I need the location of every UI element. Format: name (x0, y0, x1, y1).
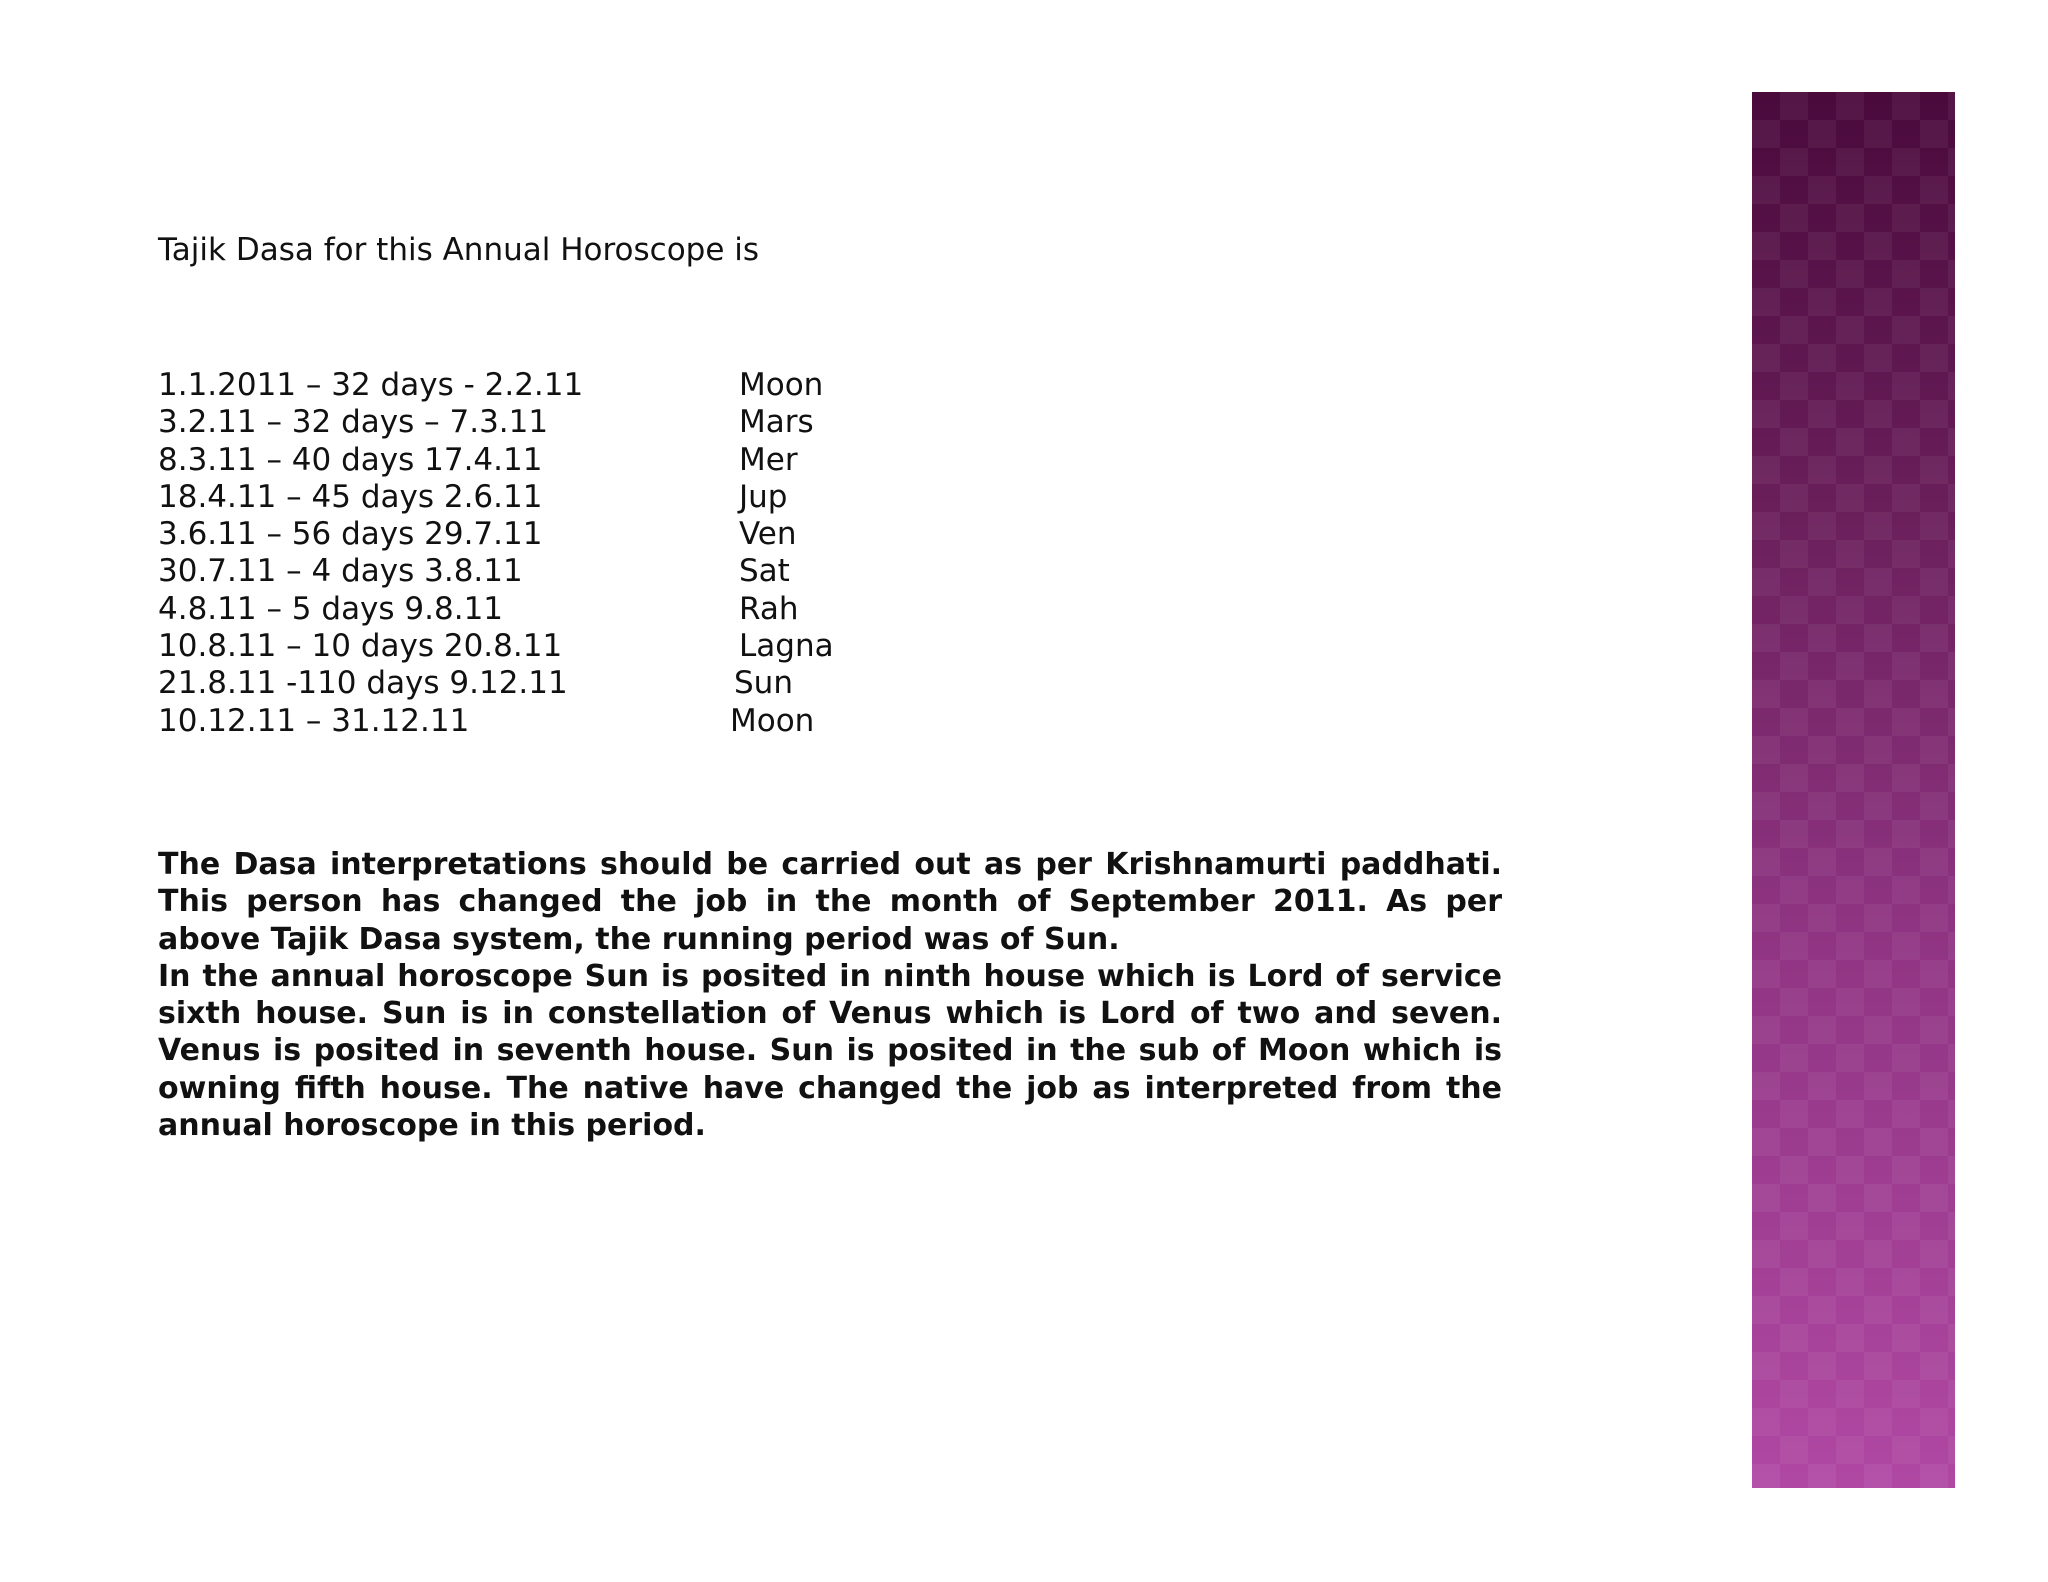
interpretation-paragraph: In the annual horoscope Sun is posited in ninth house which is Lord of service sixth house. Sun is in constellation of Venus which is Lord of two and seven. Venus is posited in seventh house. Sun is posited in the sub of Moon which is owning fifth house. The native have changed the job as interpreted from the annual horoscope in this period. (158, 958, 1502, 1144)
dasa-period: 21.8.11 -110 days 9.12.11 (158, 665, 568, 702)
dasa-planet: Jup (739, 478, 788, 515)
dasa-planet: Mer (739, 441, 798, 478)
intro-text: Tajik Dasa for this Annual Horoscope is (158, 232, 760, 268)
side-bar-pattern (1752, 92, 1955, 1488)
dasa-row (158, 516, 858, 553)
dasa-planet: Sat (739, 553, 790, 590)
interpretation-paragraph: The Dasa interpretations should be carried out as per Krishnamurti paddhati. This person has changed the job in the month of September 2011. As per above Tajik Dasa system, the running period was of Sun. (158, 847, 1502, 957)
dasa-planet: Moon (739, 367, 824, 403)
dasa-row (158, 591, 858, 628)
dasa-period: 30.7.11 – 4 days 3.8.11 (158, 553, 523, 590)
dasa-row (158, 404, 858, 441)
dasa-period: 3.2.11 – 32 days – 7.3.11 (158, 404, 549, 441)
dasa-planet: Moon (730, 702, 815, 739)
dasa-period: 8.3.11 – 40 days 17.4.11 (158, 441, 543, 478)
dasa-row (158, 553, 858, 590)
dasa-planet: Sun (734, 665, 793, 702)
dasa-planet: Mars (739, 404, 814, 441)
dasa-period: 10.12.11 – 31.12.11 (158, 702, 470, 739)
interpretation-block (158, 846, 1502, 1144)
decorative-side-bar (1752, 92, 1955, 1488)
dasa-row (158, 479, 858, 516)
dasa-row (158, 442, 858, 479)
dasa-planet: Lagna (739, 628, 834, 665)
dasa-row (158, 367, 858, 404)
dasa-period: 18.4.11 – 45 days 2.6.11 (158, 478, 543, 515)
dasa-period: 10.8.11 – 10 days 20.8.11 (158, 628, 563, 665)
dasa-row (158, 665, 858, 702)
dasa-row (158, 703, 858, 740)
dasa-planet: Ven (739, 516, 797, 553)
dasa-planet: Rah (739, 590, 799, 627)
dasa-row (158, 628, 858, 665)
dasa-period-list (158, 367, 858, 740)
dasa-period: 3.6.11 – 56 days 29.7.11 (158, 516, 543, 553)
dasa-period: 4.8.11 – 5 days 9.8.11 (158, 590, 504, 627)
dasa-period: 1.1.2011 – 32 days - 2.2.11 (158, 367, 584, 403)
